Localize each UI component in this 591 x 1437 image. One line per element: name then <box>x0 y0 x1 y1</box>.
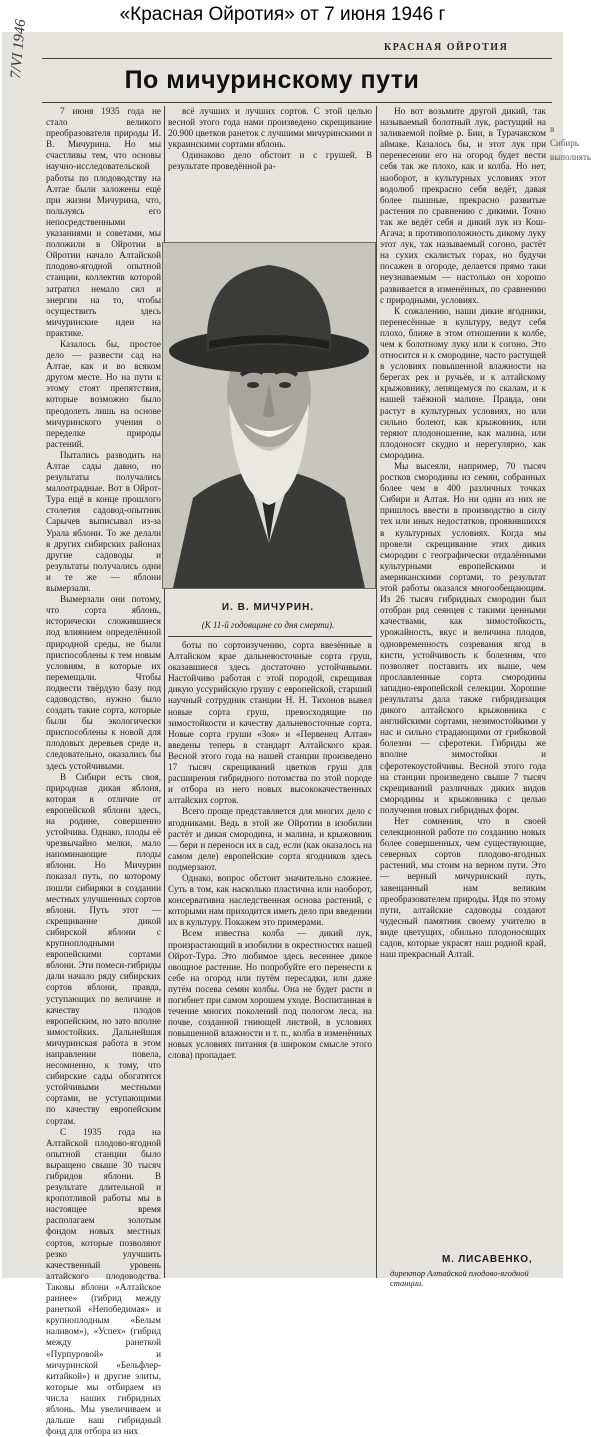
paragraph: 7 июня 1935 года не стало великого преобразователя природы И. В. Мичурина. Но мы счастливы тем, что основы научно-исследовательской работы по плодоводству на Алтае были заложены ещё при жизни Мичурина, что, пользуясь его непосредственными указаниями и советами, мы положили в Ойротии в Ойротии начало Алтайской плодово-ягодной опытной станции, коллектив которой затратил немало сил и энергии на то, чтобы осуществить здесь мичуринские идеи на практике. <box>46 106 161 338</box>
paragraph: Казалось бы, простое дело — развести сад на Алтае, как и во всяком другом месте. Но на пути к этому стоят препятствия, которые возможно было преодолеть лишь на основе мичуринского учения о переделке природы растений. <box>46 338 161 449</box>
paragraph: Всем известна колба — дикий лук, произрастающий в изобилии в окрестностях нашей Ойрот-Тура. Это любимое здесь весеннее дикое овощное растение. Но попробуйте его перенести к себе на огород или путём пересадки, или даже путём посева семян колбы. Она не будет расти и погибнет при самом хорошем уходе. Воспитанная в течение многих поколений под пологом леса, на почве, созданной гниющей листвой, в условиях повышенной влажности и т. п., колба в изменённых новых условиях питания (в широком смысле этого слова) пропадает. <box>168 928 372 1061</box>
michurin-portrait <box>162 242 376 589</box>
paragraph: С 1935 года на Алтайской плодово-ягодной опытной станции было выращено свыше 30 тысяч гибридов яблони. В результате длительной и кропотливой работы мы в настоящее время располагаем золотым фондом новых местных сортов, которые позволяют резко улучшить качественный уровень алтайского плодоводства. Таковы яблони «Алтайское раннее» (гибрид между ранеткой «Непобедимая» и крупноплодным «Белым наливом»), «Успех» (гибрид между ранеткой «Пурпуровой» и мичуринской «Бельфлер-китайкой») и другие элиты, которые мы отбираем из числа наших гибридных яблонь. Мы увеличиваем и дальше наш гибридный фонд для отбора из них <box>46 1126 161 1437</box>
paragraph: К сожалению, наши дикие ягодники, перенесённые в культуру, ведут себя плохо, ближе в этом отношении к колбе, чем к болотному луку или к согоно. Это относится и к смородине, часто растущей в условиях повышенной влажности на берегах рек и ручьёв, и к алтайскому крыжовнику, лепящемуся по скалам, и к нашей таёжной малине. Правда, они растут в культурных условиях, но или сильно болеют, как крыжовник, или теряют плодоношение, как малина, или плодоносят скудно и нерегулярно, как смородина. <box>380 305 546 460</box>
newspaper-masthead: КРАСНАЯ ОЙРОТИЯ <box>384 42 509 53</box>
column-2-bottom <box>168 640 372 1278</box>
author-title: директор Алтайской плодово-ягодной станции. <box>390 1268 529 1288</box>
handwritten-date-note: 7/VI 1946 <box>8 18 30 80</box>
paragraph: Пытались разводить на Алтае сады давно, но результаты получались малоотрадные. Вот в Ойрот-Тура ещё в конце прошлого столетия садовод-опытник Сарычев выписывал из-за Урала яблони. То же делали в других сибирских районах другие садоводы и результаты получались одни и те же — яблони вымерзали. <box>46 449 161 594</box>
paragraph: Однако, вопрос обстоит значительно сложнее. Суть в том, как насколько пластична или наоборот, консервативна наследственная основа растений, с которыми нам приходится иметь дело при введении их в культуру. Покажем это примерами. <box>168 872 372 928</box>
paragraph: Нет сомнения, что в своей селекционной работе по созданию новых более совершенных, чем существующие, северных сортов плодово-ягодных растений, мы стоим на верном пути. Это — верный мичуринский путь, завещанный нам великим преобразователем природы. Идя по этому пути, алтайские садоводы создают чудесный памятник своему учителю в виде цветущих, обильно плодоносящих садов, которые украсят наш родной край, наш прекрасный Алтай. <box>380 816 546 960</box>
headline-rule <box>42 102 552 103</box>
newspaper-clipping <box>2 18 591 1437</box>
portrait-caption: И. В. МИЧУРИН. <box>221 602 315 613</box>
article-headline: По мичуринскому пути <box>124 66 420 94</box>
image-caption: «Красная Ойротия» от 7 июня 1946 г <box>119 4 446 25</box>
portrait-subcaption: (К 11-й годовщине со дня смерти). <box>201 620 335 630</box>
paragraph: всё лучших и лучших сортов. С этой целью весной этого года нами произведено скрещивание 20.900 цветков ранеток с лучшими мичуринскими и украинскими сортами яблонь. <box>168 106 372 150</box>
paragraph: Вымерзали они потому, что сорта яблонь, исторически сложившиеся под влиянием определённой природной среды, не были приспособлены к тем новым условиям, в которые их перемещали. Чтобы подвести твёрдую базу под садоводство, нужно было создать такие сорта, которые были бы экологически приспособлены к новой для плодовых деревьев среде и, следовательно, оказались бы здесь устойчивыми. <box>46 594 161 771</box>
column-divider <box>376 106 377 1278</box>
author-signature: М. ЛИСАВЕНКО, <box>442 1254 533 1265</box>
paragraph: Одинаково дело обстоит и с грушей. В результате проведённой ра- <box>168 150 372 172</box>
top-rule <box>42 58 552 59</box>
column-3 <box>380 106 546 1251</box>
paragraph: боты по сортоизучению, сорта ввезённые в Алтайском крае дальневосточные сорта груш, оказавшиеся здесь достаточно устойчивыми. Настойчиво работая с этой породой, скрещивая дикую уссурийскую грушу с европейской, старший научный сотрудник станции Н. Н. Тихонов вывел новые сорта груш, превосходящие по зимостойкости и качеству дальневосточные сорта. Новые сорта груши «Зоя» и «Первенец Алтая» введены теперь в стандарт Алтайского края. Весной этого года на нашей станции произведено 17 тысяч скрещиваний цветков груш для расширения гибридного потомства по этой породе и отбора из него новых высококачественных алтайских сортов. <box>168 640 372 806</box>
paragraph: Мы высеяли, например, 70 тысяч ростков смородины из семян, собранных более чем в 400 различных точках Сибири и Алтая. Но ни одни из них не пришлось ввести в производство в силу тех или иных недостатков, проявившихся в культурных условиях. Когда мы провели скрещивание этих диких смородин с географически отдалёнными культурными европейскими и американскими сортами, то результат этой работы оказался многообещающим. Из 26 тысяч гибридных смородин был отобран ряд сеянцев с такими ценными качествами, как зимостойкость, урожайность, вкус и величина плодов, одновременность созревания ягод в кисти, устойчивость к болезням, что позволяет поставить их выше, чем прославленные сорта смородины западно-европейской селекции. Хорошие результаты дала также гибридизация дикого алтайского крыжовника с английскими сортами, незимостойкими у нас и сильно страдающими от грибковой болезни — сферотеки. Гибриды же вполне зимостойки и сферотекоустойчивы. Весной этого года на станции произведено свыше 7 тысяч скрещиваний различных диких видов смородины и крыжовника с целью получения новых гибридных форм. <box>380 461 546 815</box>
portrait-rule <box>168 636 372 637</box>
column-2-top <box>168 106 372 238</box>
portrait-drawing <box>163 243 375 588</box>
column-1 <box>46 106 161 1437</box>
cut-edge-text: в Сибирь выполнять <box>550 124 591 162</box>
paragraph: В Сибири есть своя, природная дикая яблоня, которая в отличие от европейской яблони здесь, на родине, совершенно устойчива. Однако, плоды её чрезвычайно мелки, мало напоминающие плоды яблони. Но Мичурин показал путь, по которому пошли сибиряки в создании местных улучшенных сортов яблони. Путь этот — скрещивание дикой сибирской яблони с крупноплодными европейскими сортами яблони. Эти помеси-гибриды дали начало ряду сибирских сортов яблони, правда, уступающих по величине и качеству плодов европейским, но зато вполне зимостойких. Дальнейшая мичуринская работа в этом направлении повела, несомненно, к тому, что сибирские сады обогатятся устойчивыми местными сортами, не уступающими по качеству европейским сортам. <box>46 771 161 1126</box>
paragraph: Но вот возьмите другой дикий, так называемый болотный лук, растущий на заливаемой пойме р. Бии, в Турачакском аймаке. Казалось бы, и этот лук при перенесении его на огород будет вести себя так же плохо, как и колба. Но нет, наоборот, в культурных условиях этот водолюб прекрасно себя ведёт, давая более пышные, прекрасно развитые растения по сравнению с дикими. Точно так же ведёт себя и дикий лук из Кош-Агача; в противоположность дикому луку этот лук, так называемый согоно, растёт на сухих скалистых горах, но будучи посажен в огороде, делается прямо таки неузнаваемым — настолько он хорошо развивается в изменённых, по сравнению с природными, условиях. <box>380 106 546 305</box>
paragraph: Всего проще представляется для многих дело с ягодниками. Ведь в этой же Ойротии в изобилии растёт и дикая смородина, и малина, и крыжовник — бери и переноси их в сад, если (как оказалось на самом деле) европейские сорта ягодников здесь подмерзают. <box>168 806 372 872</box>
